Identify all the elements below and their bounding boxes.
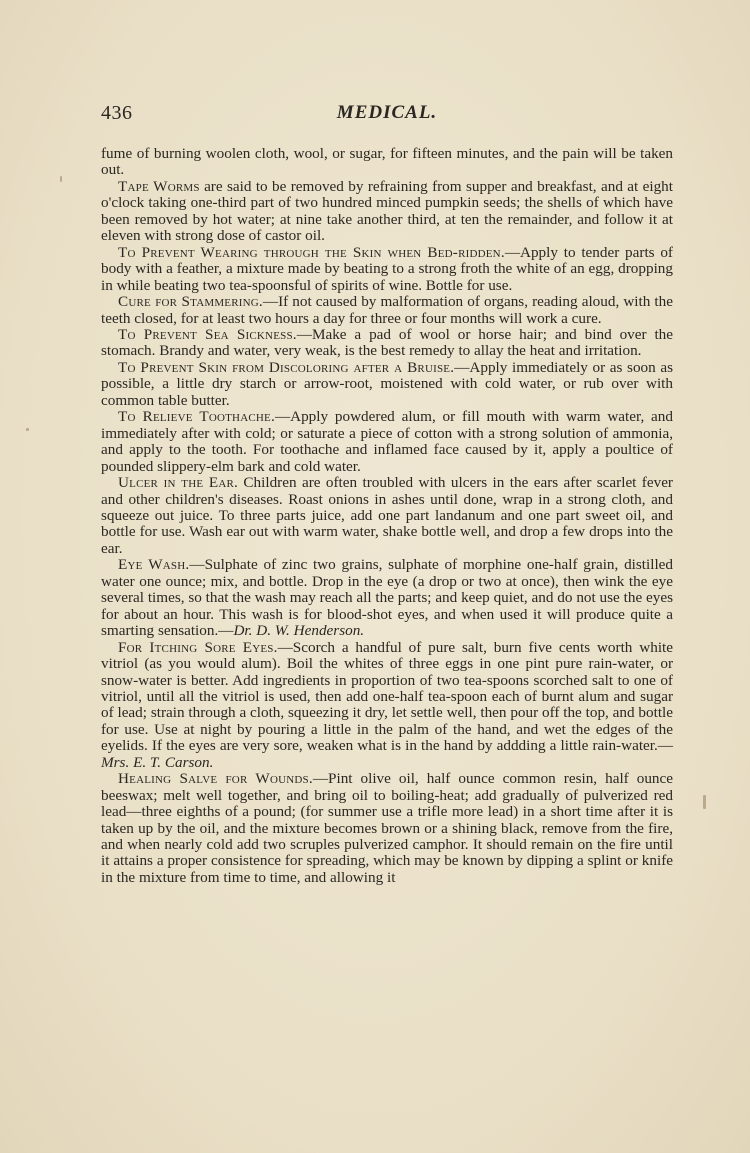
entry-text: —Sulphate of zinc two grains, sulphate of morphine one-half grain, distilled water one ounce; mix, and bottle. Drop in the eye (a drop or two at once), then wink the eye several times, so that the wash may reach all the parts; and keep quiet, and do not use the eyes for about an hour. This wash is for blood-shot eyes, and when used it will produce quite a smarting sensation.— [101, 556, 674, 640]
entry-text: are said to be removed by refraining from supper and breakfast, and at eight o'clock taking one-third part of two hundred minced pumpkin seeds; the shells of which have been removed by hot water; at nine take another third, at ten the remainder, and follow it at eleven with strong dose of castor oil. [101, 177, 673, 245]
entry-tape-worms [101, 179, 673, 245]
paper-speck [26, 428, 29, 431]
entry-eye-wash [101, 557, 673, 639]
paragraph-text: fume of burning woolen cloth, wool, or sugar, for fifteen minutes, and the pain will be taken out. [101, 145, 673, 179]
entry-attribution: Dr. D. W. Henderson. [233, 622, 365, 640]
entry-text: —Scorch a handful of pure salt, burn five cents worth white vitriol (as you would alum). Boil the whites of three eggs in one pint pure rain-water, or snow-water is better. Add ingredients in proportion of two tea-spoons scorched salt to one of vitriol, until all the vitriol is used, then add one-half tea-spoon each of burnt alum and sugar of lead; strain through a cloth, squeezing it dry, let settle well, then pour off the top, and bottle for use. Use at night by pouring a little in the palm of the hand, and wet the edges of the eyelids. If the eyes are very sore, weaken what is in the hand by addding a little rain-water.— [101, 638, 673, 755]
entry-heading: To Prevent Skin from Discoloring after a Bruise. [118, 358, 455, 376]
entry-text: —If not caused by malformation of organs, reading aloud, with the teeth closed, for at least two hours a day for three or four months will work a cure. [101, 293, 673, 327]
entry-text: —Make a pad of wool or horse hair; and bind over the stomach. Brandy and water, very weak, is the best remedy to allay the heat and irritation. [101, 325, 674, 360]
entry-attribution: Mrs. E. T. Carson. [101, 753, 214, 771]
entry-bruise [101, 360, 673, 409]
entry-heading: To Prevent Sea Sickness. [118, 325, 297, 343]
entry-toothache [101, 409, 673, 475]
entry-heading: Ulcer in the Ear. [118, 474, 239, 492]
entry-heading: For Itching Sore Eyes. [118, 638, 278, 656]
entry-sea-sickness [101, 327, 673, 360]
entry-heading: To Relieve Toothache. [118, 408, 275, 426]
entry-heading: Eye Wash. [118, 556, 190, 574]
entry-text: —Apply immediately or as soon as possible, a little dry starch or arrow-root, moistened with cold water, or rub over with common table butter. [101, 358, 673, 409]
paper-speck [703, 795, 706, 809]
entry-text: —Pint olive oil, half ounce common resin, half ounce beeswax; melt well together, and bring oil to boiling-heat; add gradually of pulverized red lead—three eighths of a pound; (for summer use a trifle more lead) in a short time after it is taken up by the oil, and the mixture becomes brown or a shining black, remove from the fire, and when nearly cold add two scruples pulverized camphor. It should remain on the fire until it attains a proper consistence for spreading, which may be known by dipping a splint or knife in the mixture from time to time, and allowing it [101, 770, 673, 886]
entry-heading: Cure for Stammering. [118, 293, 263, 311]
running-title: MEDICAL. [336, 102, 438, 123]
entry-ulcer-ear [101, 475, 673, 557]
entry-healing-salve [101, 771, 673, 886]
entry-bed-ridden [101, 245, 673, 294]
entry-text: —Apply to tender parts of body with a feather, a mixture made by beating to a strong froth the white of an egg, dropping in while beating two tea-spoonsful of spirits of wine. Bottle for use. [101, 243, 673, 294]
entry-itching-eyes [101, 640, 673, 772]
entry-heading: Tape Worms [118, 177, 200, 195]
page-header [101, 102, 673, 128]
entry-text: —Apply powdered alum, or fill mouth with warm water, and immediately after with cold; or saturate a piece of cotton with a strong solution of ammonia, and apply to the tooth. For toothache and inflamed face caused by it, apply a poultice of pounded slippery-elm bark and cold water. [101, 408, 673, 475]
page-number: 436 [101, 102, 133, 124]
entry-stammering [101, 294, 673, 327]
paper-speck [60, 176, 62, 182]
body-text [101, 146, 673, 886]
entry-text: Children are often troubled with ulcers in the ears after scarlet fever and other children's diseases. Roast onions in ashes until done, wrap in a strong cloth, and squeeze out juice. To three parts juice, add one part landanum and one part sweet oil, and bottle for use. Wash ear out with warm water, shake bottle well, and drop a few drops into the ear. [101, 474, 673, 557]
entry-heading: To Prevent Wearing through the Skin when Bed-ridden. [118, 243, 505, 261]
paragraph-continued [101, 146, 673, 179]
entry-heading: Healing Salve for Wounds. [118, 770, 313, 788]
